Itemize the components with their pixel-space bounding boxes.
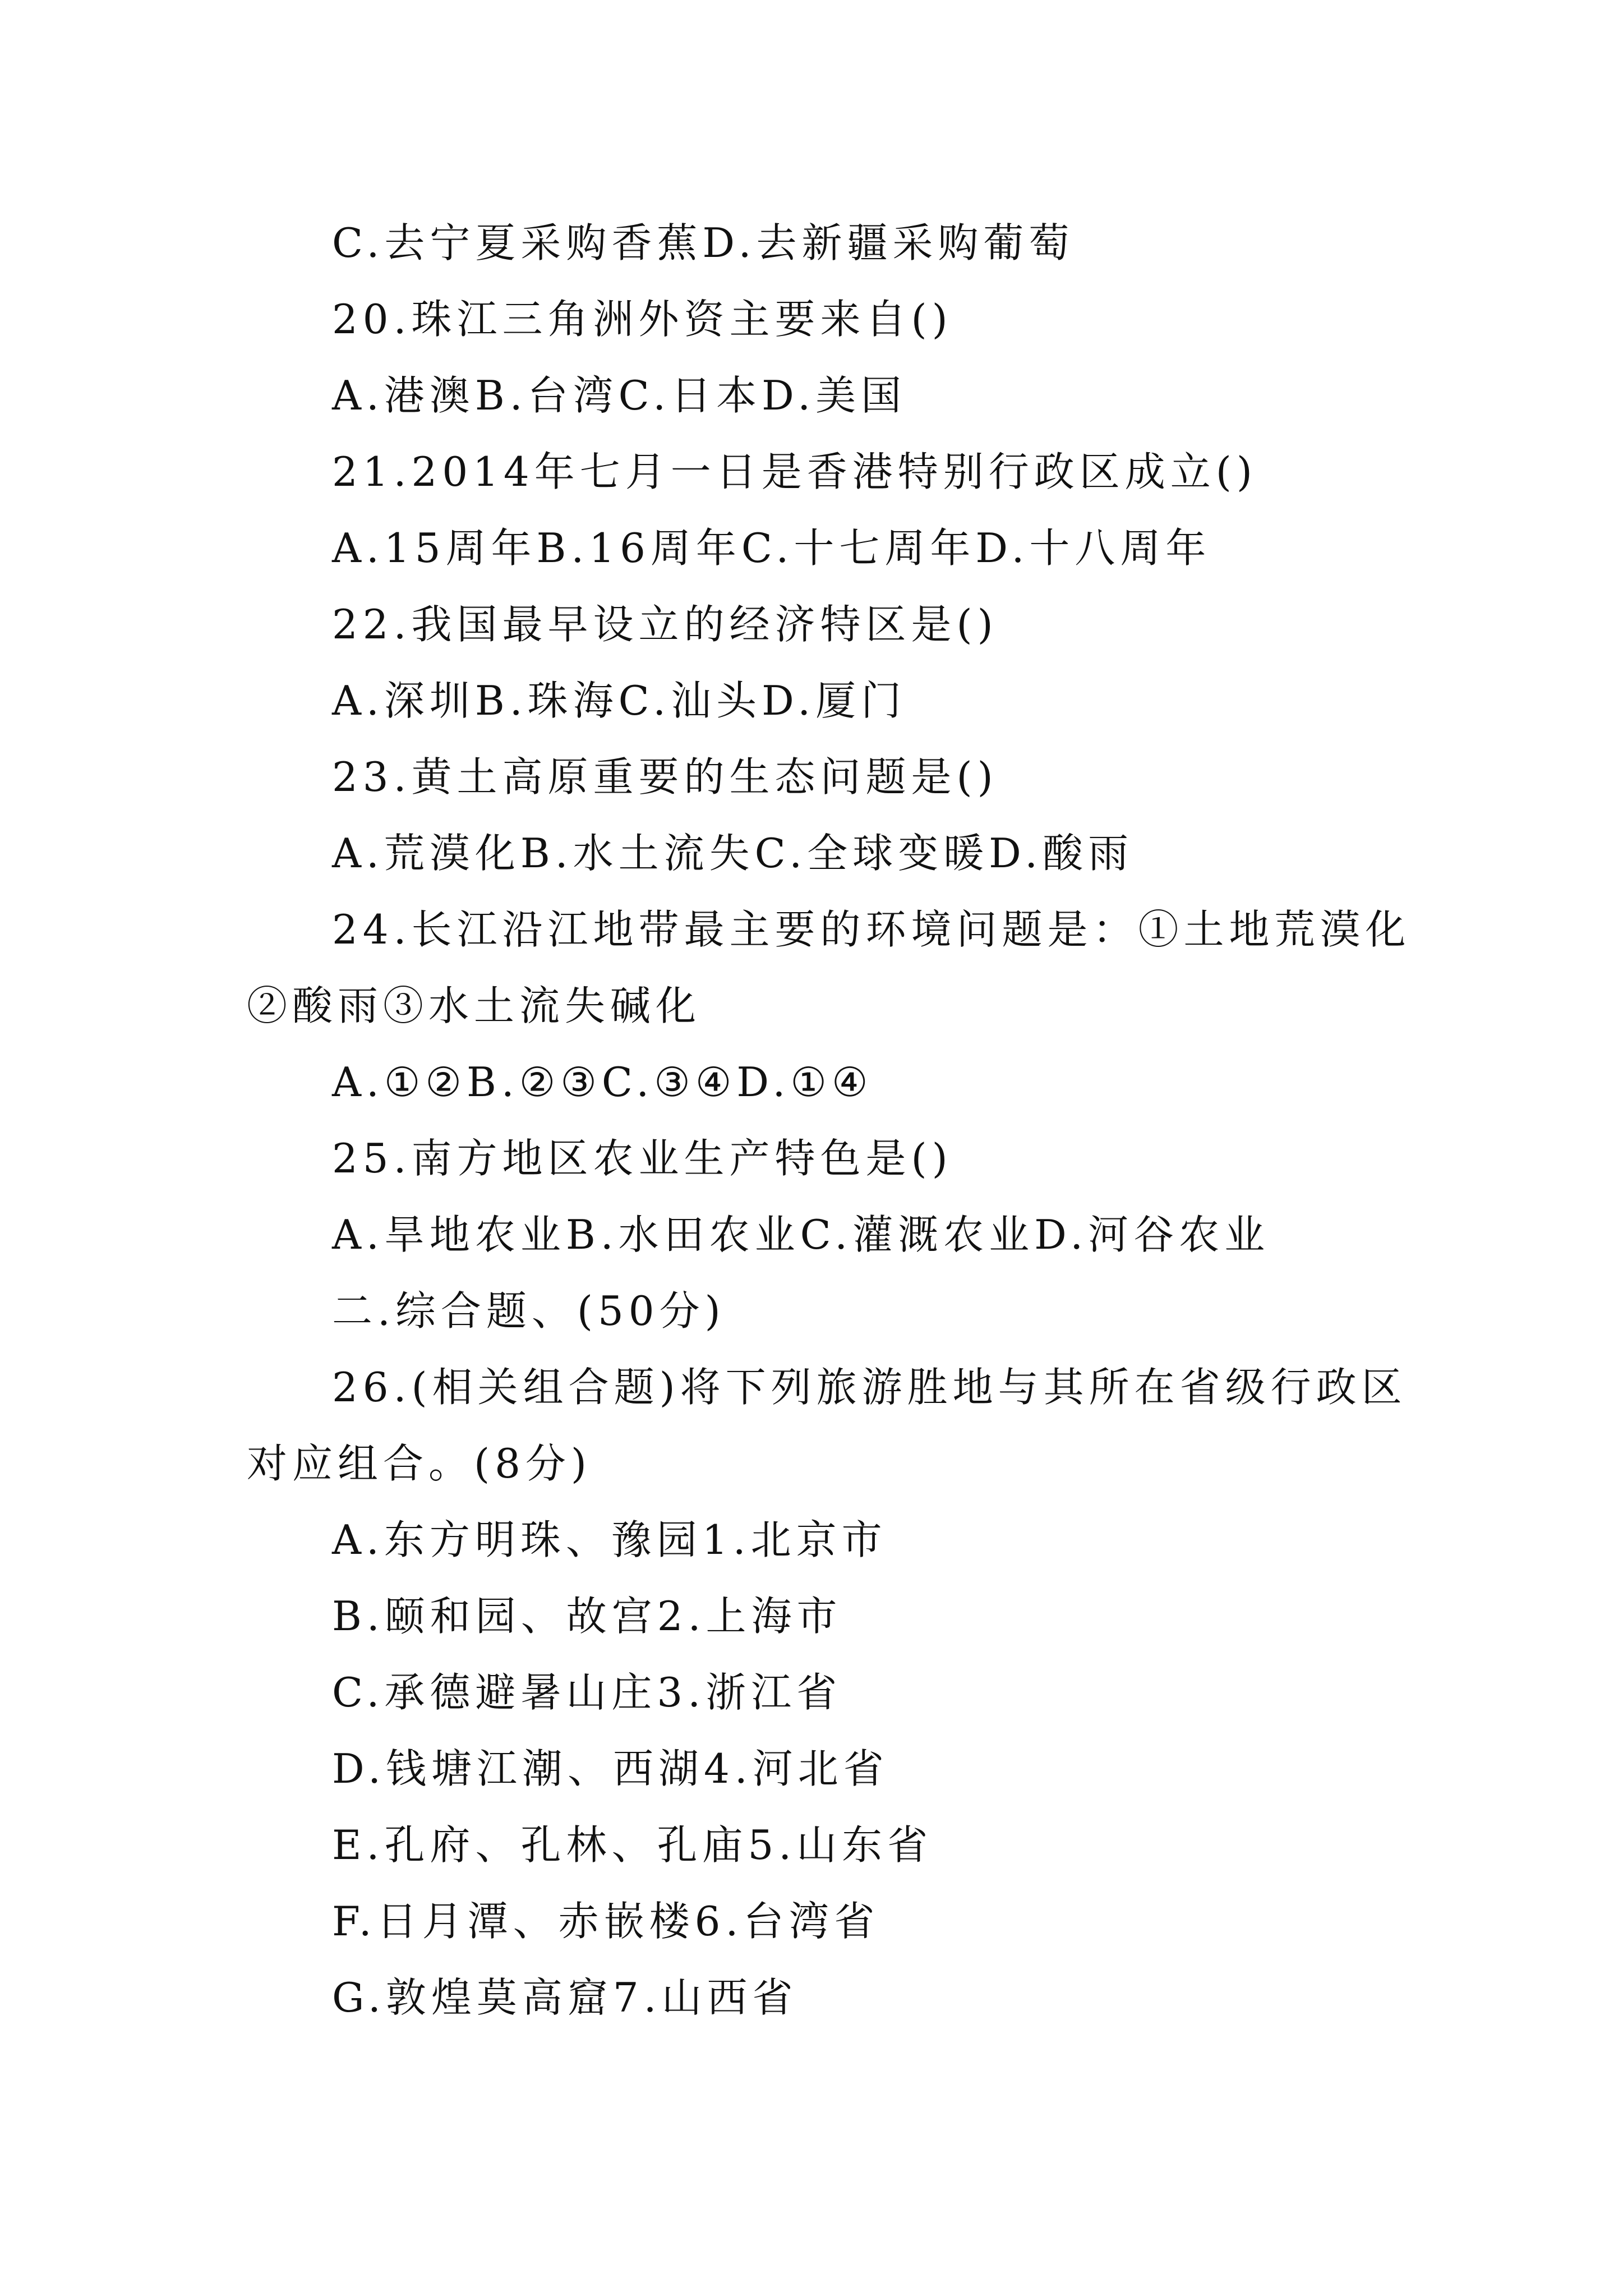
question-21: 21.2014年七月一日是香港特别行政区成立()	[332, 448, 1257, 495]
question-26: 26.(相关组合题)将下列旅游胜地与其所在省级行政区	[332, 1364, 1407, 1411]
match-item-c: C.承德避暑山庄3.浙江省	[332, 1669, 842, 1716]
match-item-f: F.日月潭、赤嵌楼6.台湾省	[332, 1898, 880, 1945]
match-item-d: D.钱塘江潮、西湖4.河北省	[332, 1745, 889, 1792]
question-23: 23.黄土高原重要的生态问题是()	[332, 753, 998, 800]
question-26-continuation: 对应组合。(8分)	[247, 1440, 592, 1487]
match-item-b: B.颐和园、故宫2.上海市	[332, 1593, 842, 1640]
options-q21: A.15周年B.16周年C.十七周年D.十八周年	[332, 524, 1211, 572]
question-22: 22.我国最早设立的经济特区是()	[332, 601, 998, 648]
document-body	[247, 205, 1411, 2036]
match-item-a: A.东方明珠、豫园1.北京市	[332, 1516, 887, 1563]
options-q25: A.旱地农业B.水田农业C.灌溉农业D.河谷农业	[332, 1211, 1270, 1258]
question-25: 25.南方地区农业生产特色是()	[332, 1135, 953, 1182]
match-item-g: G.敦煌莫高窟7.山西省	[332, 1974, 798, 2021]
match-item-e: E.孔府、孔林、孔庙5.山东省	[332, 1821, 933, 1869]
option-line-q19: C.去宁夏采购香蕉D.去新疆采购葡萄	[332, 219, 1075, 266]
options-q24: A.①②B.②③C.③④D.①④	[332, 1059, 873, 1106]
options-q23: A.荒漠化B.水土流失C.全球变暖D.酸雨	[332, 830, 1134, 877]
question-24: 24.长江沿江地带最主要的环境问题是：①土地荒漠化	[332, 906, 1411, 953]
options-q22: A.深圳B.珠海C.汕头D.厦门	[332, 677, 907, 724]
question-20: 20.珠江三角洲外资主要来自()	[332, 296, 953, 343]
question-24-continuation: ②酸雨③水土流失碱化	[247, 982, 702, 1029]
section-heading: 二.综合题、(50分)	[332, 1287, 726, 1335]
options-q20: A.港澳B.台湾C.日本D.美国	[332, 372, 907, 419]
